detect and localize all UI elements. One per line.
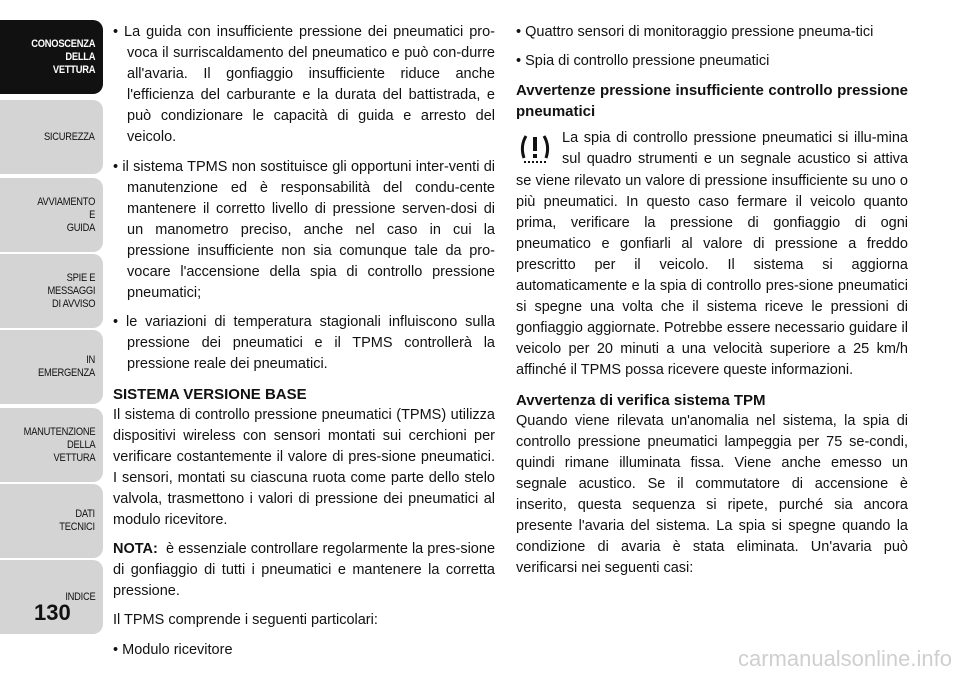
list-item: • La guida con insufficiente pressione dei pneumatici pro-voca il surriscaldamento del pneumatico e può con-durre all'avaria. Il gonfiaggio insufficiente riduce anche l'efficienza del carburante e la durata del battistrada, e può condizionare le capacità di guida e arresto del veicolo. <box>113 22 495 149</box>
tab-label: CONOSCENZA DELLA VETTURA <box>31 37 95 76</box>
tab-dati-tecnici[interactable] <box>0 484 103 558</box>
list-item: • le variazioni di temperatura stagionali influiscono sulla pressione dei pneumatici e il TPMS controllerà la pressione reale dei pneumatici. <box>113 312 495 375</box>
warning-block <box>516 128 908 381</box>
list-item: • Spia di controllo pressione pneumatici <box>516 51 908 72</box>
paragraph: Il sistema di controllo pressione pneumatici (TPMS) utilizza dispositivi wireless con sensori montati sui cerchioni per verificare costantemente il valore di pres-sione pneumatici. I sensori, montati su ciascuna ruota come parte dello stelo valvola, trasmettono i valori di pressione dei pneumatici al modulo ricevitore. <box>113 406 495 529</box>
right-column <box>516 22 908 587</box>
paragraph: La spia di controllo pressione pneumatici si illu-mina sul quadro strumenti e un segnale acustico si attiva se viene rilevato un valore di pressione insufficiente su uno o più pneumatici. In questo caso fermare il veicolo quanto prima, verificare la pressione di gonfiaggio di ogni pneumatico e gonfiarli al valore di pressione a freddo prescritto per il veicolo. Il sistema si aggiorna automaticamente e la spia di controllo pres-sione pneumatici si spegne una volta che il sistema riceve le pressioni di gonfiaggio aggiornate. Potrebbe essere necessario guidare il veicolo per 20 minuti a una velocità superiore a 25 km/h affinché il TPMS possa ricevere queste informazioni. <box>516 130 908 379</box>
tab-label: DATI TECNICI <box>59 508 95 533</box>
note-paragraph <box>113 539 495 602</box>
note-label: NOTA: <box>113 541 158 558</box>
tab-label: IN EMERGENZA <box>38 354 95 379</box>
tab-label: AVVIAMENTO E GUIDA <box>37 195 95 234</box>
tab-conoscenza-della-vettura[interactable] <box>0 20 103 94</box>
tab-label: SPIE E MESSAGGI DI AVVISO <box>47 271 95 310</box>
section-heading: Avvertenze pressione insufficiente controllo pressione pneumatici <box>516 82 908 121</box>
tab-sicurezza[interactable] <box>0 100 103 174</box>
list-item: • Quattro sensori di monitoraggio pressione pneuma-tici <box>516 22 908 43</box>
tab-label: SICUREZZA <box>44 130 95 143</box>
note-text: è essenziale controllare regolarmente la pres-sione di gonfiaggio di tutti i pneumatici e mantenere la corretta pressione. <box>113 541 496 600</box>
tab-manutenzione-della-vettura[interactable] <box>0 408 103 482</box>
list-item: • Modulo ricevitore <box>113 640 495 661</box>
page-number: 130 <box>34 600 71 625</box>
section-heading: Avvertenza di verifica sistema TPM <box>516 391 766 409</box>
tire-pressure-warning-icon <box>518 132 552 166</box>
section-heading: SISTEMA VERSIONE BASE <box>113 385 307 403</box>
tab-spie-e-messaggi[interactable] <box>0 254 103 328</box>
tab-avviamento-e-guida[interactable] <box>0 178 103 252</box>
paragraph: Il TPMS comprende i seguenti particolari: <box>113 612 378 629</box>
tab-label: INDICE <box>64 590 95 603</box>
left-column <box>113 22 495 669</box>
list-item: • il sistema TPMS non sostituisce gli opportuni inter-venti di manutenzione ed è responsabilità del condu-cente mantenere il corretto livello di pressione serven-dosi di un manometro preciso, anche nel caso in cui la pressione insufficiente non sia comunque tale da pro-vocare l'accensione della spia di controllo pressione pneumatici; <box>113 157 495 305</box>
paragraph: Quando viene rilevata un'anomalia nel sistema, la spia di controllo pressione pneumatici lampeggia per 75 se-condi, quindi rimane illuminata fissa. Viene anche emesso un segnale acustico. Se il commutatore di accensione è inserito, questa sequenza si ripete, purché sia ancora presente l'avaria del sistema. La spia si spegne quando la condizione di avaria è stata eliminata. Un'avaria può verificarsi nei seguenti casi: <box>516 412 908 577</box>
watermark: carmanualsonline.info <box>737 646 952 671</box>
tab-label: MANUTENZIONE DELLA VETTURA <box>23 425 95 464</box>
tab-in-emergenza[interactable] <box>0 330 103 404</box>
